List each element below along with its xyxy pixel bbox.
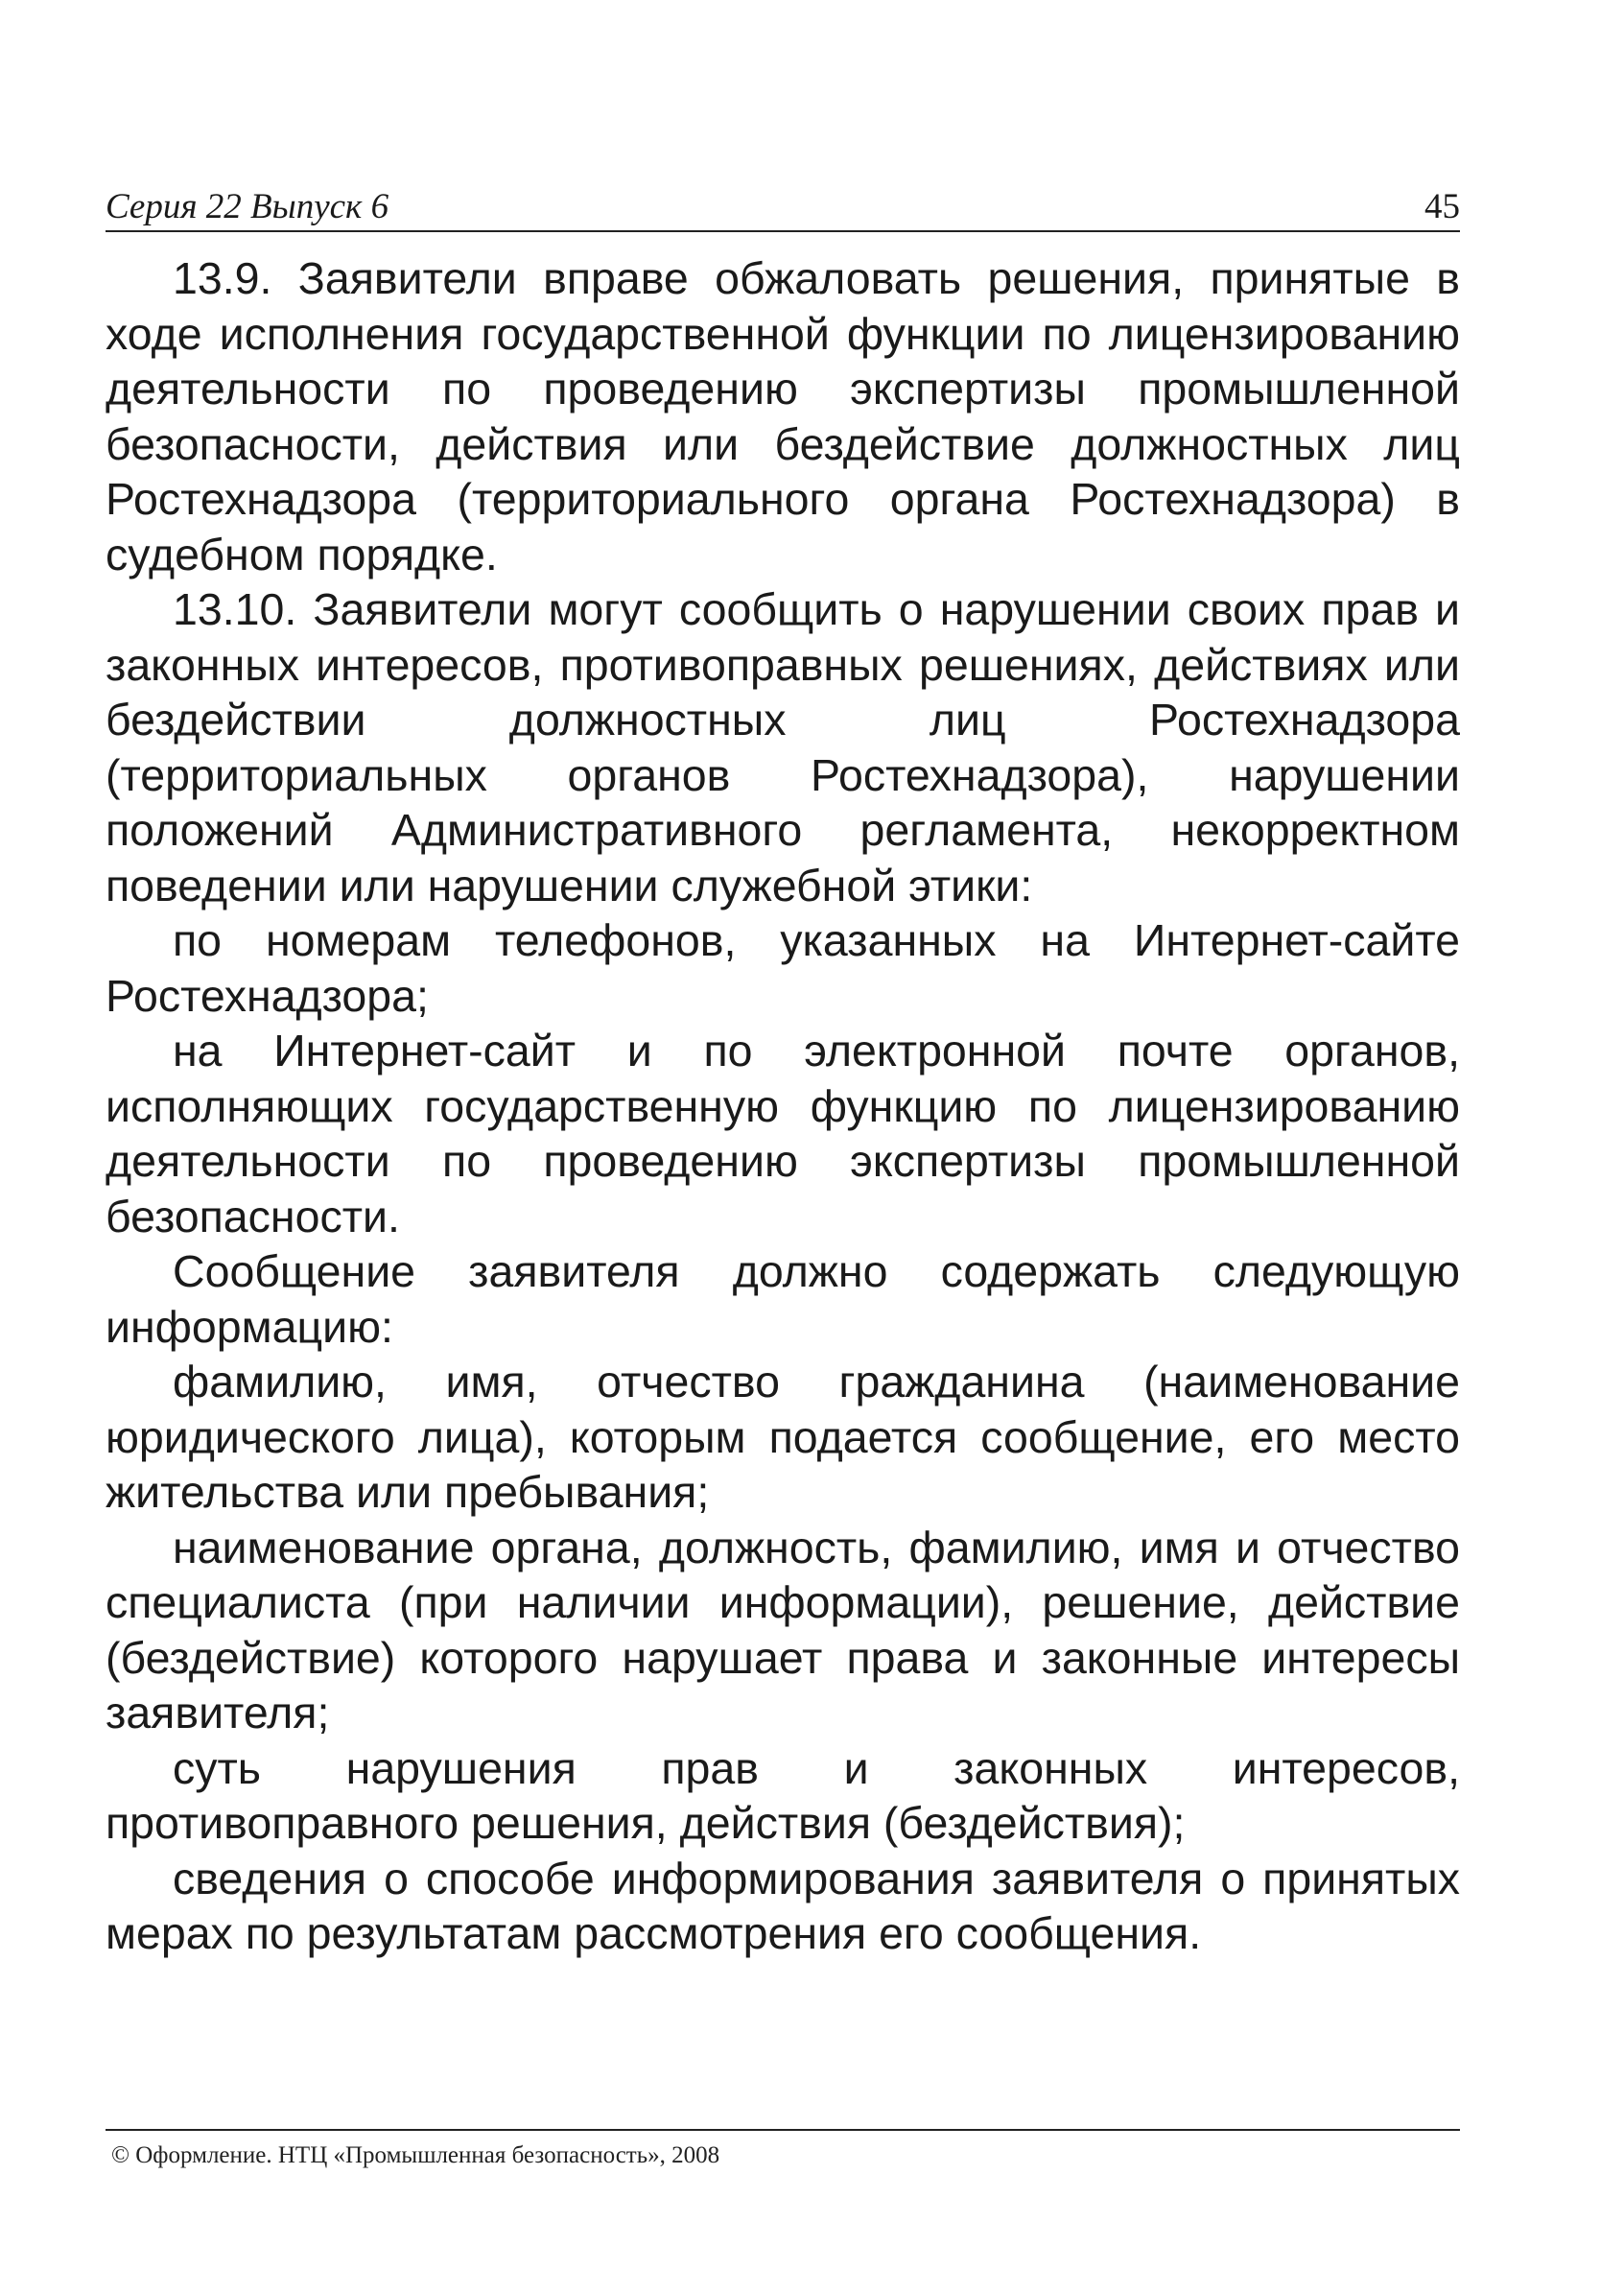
- paragraph-13-9: 13.9. Заявители вправе обжаловать решения, принятые в ходе исполнения государственной функции по лицензированию деятельности по проведению экспертизы промышленной безопасности, действия или бездействие должностных лиц Ростехнадзора (территориального органа Ростехнадзора) в судебном порядке.: [106, 253, 1460, 579]
- paragraph-violation-essence: суть нарушения прав и законных интересов, противоправного решения, действия (бездействия);: [106, 1742, 1460, 1848]
- paragraph-applicant-name: фамилию, имя, отчество гражданина (наименование юридического лица), которым подается сообщение, его место жительства или пребывания;: [106, 1357, 1460, 1517]
- footer-copyright: © Оформление. НТЦ «Промышленная безопасность», 2008: [111, 2142, 720, 2168]
- paragraph-message-contents: Сообщение заявителя должно содержать следующую информацию:: [106, 1246, 1460, 1352]
- paragraph-13-10: 13.10. Заявители могут сообщить о нарушении своих прав и законных интересов, противоправных решениях, действиях или бездействии должностных лиц Ростехнадзора (территориальных органов Ростехнадзора), нарушении положений Административного регламента, некорректном поведении или нарушении служебной этики:: [106, 584, 1460, 910]
- page-number: 45: [1424, 187, 1460, 226]
- paragraph-notification-method: сведения о способе информирования заявителя о принятых мерах по результатам рассмотрения его сообщения.: [106, 1853, 1460, 1958]
- footer-divider: [106, 2129, 1460, 2131]
- paragraph-phone-numbers: по номерам телефонов, указанных на Интернет-сайте Ростехнадзора;: [106, 915, 1460, 1021]
- paragraph-authority-name: наименование органа, должность, фамилию, имя и отчество специалиста (при наличии информации), решение, действие (бездействие) которого нарушает права и законные интересы заявителя;: [106, 1522, 1460, 1737]
- series-label: Серия 22 Выпуск 6: [106, 187, 389, 226]
- body-text: [106, 251, 1460, 1962]
- paragraph-internet-email: на Интернет-сайт и по электронной почте органов, исполняющих государственную функцию по лицензированию деятельности по проведению экспертизы промышленной безопасности.: [106, 1026, 1460, 1241]
- running-header: [106, 188, 1460, 232]
